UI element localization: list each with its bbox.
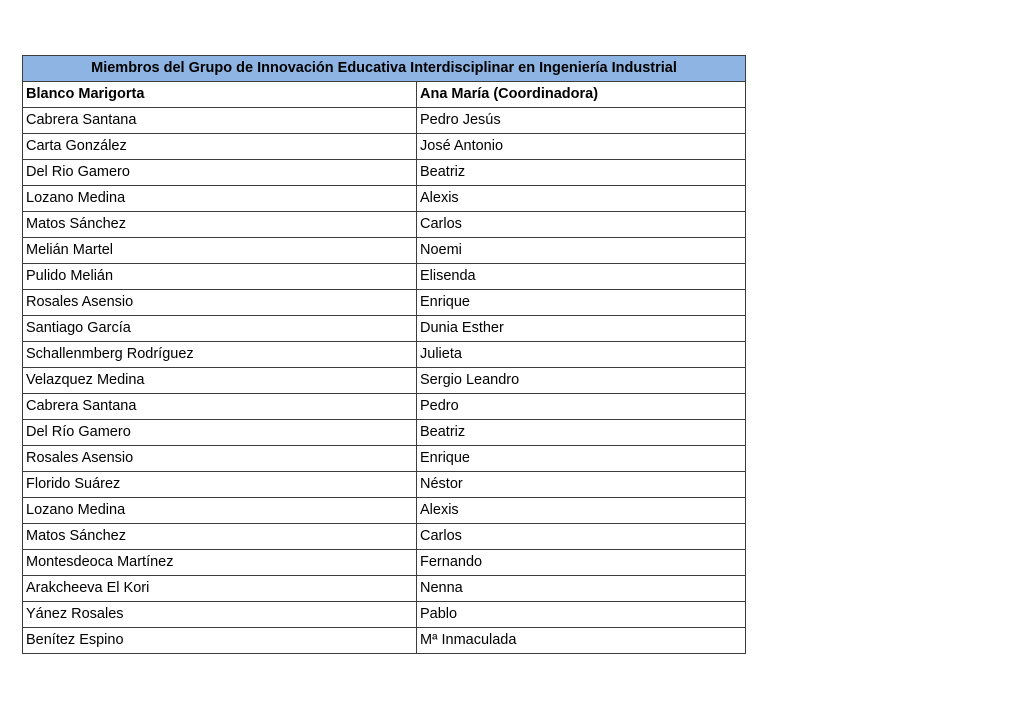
member-surname: Del Rio Gamero <box>23 160 417 186</box>
member-name: Alexis <box>417 186 746 212</box>
member-surname: Pulido Melián <box>23 264 417 290</box>
members-table <box>22 55 746 654</box>
member-surname: Carta González <box>23 134 417 160</box>
table-row <box>23 212 746 238</box>
member-surname: Rosales Asensio <box>23 446 417 472</box>
member-surname: Santiago García <box>23 316 417 342</box>
member-name: Beatriz <box>417 160 746 186</box>
member-surname: Matos Sánchez <box>23 212 417 238</box>
table-row <box>23 472 746 498</box>
table-row <box>23 134 746 160</box>
table-row <box>23 186 746 212</box>
member-name: José Antonio <box>417 134 746 160</box>
member-surname: Arakcheeva El Kori <box>23 576 417 602</box>
table-row <box>23 264 746 290</box>
member-name: Elisenda <box>417 264 746 290</box>
member-name: Dunia Esther <box>417 316 746 342</box>
table-row <box>23 628 746 654</box>
member-name: Mª Inmaculada <box>417 628 746 654</box>
member-surname: Cabrera Santana <box>23 108 417 134</box>
member-name: Pablo <box>417 602 746 628</box>
member-surname: Montesdeoca Martínez <box>23 550 417 576</box>
member-surname: Schallenmberg Rodríguez <box>23 342 417 368</box>
member-surname: Yánez Rosales <box>23 602 417 628</box>
member-name: Noemi <box>417 238 746 264</box>
member-surname: Rosales Asensio <box>23 290 417 316</box>
table-row <box>23 368 746 394</box>
member-name: Nenna <box>417 576 746 602</box>
member-surname: Lozano Medina <box>23 498 417 524</box>
table-row <box>23 108 746 134</box>
member-surname: Melián Martel <box>23 238 417 264</box>
coordinator-name: Ana María (Coordinadora) <box>417 82 746 108</box>
table-row <box>23 446 746 472</box>
table-row <box>23 342 746 368</box>
member-name: Pedro <box>417 394 746 420</box>
member-name: Sergio Leandro <box>417 368 746 394</box>
coordinator-surname: Blanco Marigorta <box>23 82 417 108</box>
table-row <box>23 550 746 576</box>
table-row <box>23 420 746 446</box>
table-row <box>23 394 746 420</box>
member-surname: Del Río Gamero <box>23 420 417 446</box>
table-row <box>23 524 746 550</box>
member-surname: Benítez Espino <box>23 628 417 654</box>
member-surname: Lozano Medina <box>23 186 417 212</box>
member-name: Pedro Jesús <box>417 108 746 134</box>
table-row <box>23 498 746 524</box>
member-name: Alexis <box>417 498 746 524</box>
member-name: Carlos <box>417 524 746 550</box>
member-name: Fernando <box>417 550 746 576</box>
table-row <box>23 576 746 602</box>
coordinator-row <box>23 82 746 108</box>
title-row <box>23 56 746 82</box>
table-row <box>23 160 746 186</box>
members-body <box>23 82 746 654</box>
table-row <box>23 290 746 316</box>
member-name: Beatriz <box>417 420 746 446</box>
member-name: Enrique <box>417 290 746 316</box>
member-surname: Cabrera Santana <box>23 394 417 420</box>
member-name: Néstor <box>417 472 746 498</box>
member-surname: Florido Suárez <box>23 472 417 498</box>
table-row <box>23 602 746 628</box>
table-row <box>23 316 746 342</box>
member-surname: Matos Sánchez <box>23 524 417 550</box>
member-name: Carlos <box>417 212 746 238</box>
table-row <box>23 238 746 264</box>
member-surname: Velazquez Medina <box>23 368 417 394</box>
member-name: Enrique <box>417 446 746 472</box>
table-title: Miembros del Grupo de Innovación Educativa Interdisciplinar en Ingeniería Industrial <box>23 56 746 82</box>
member-name: Julieta <box>417 342 746 368</box>
